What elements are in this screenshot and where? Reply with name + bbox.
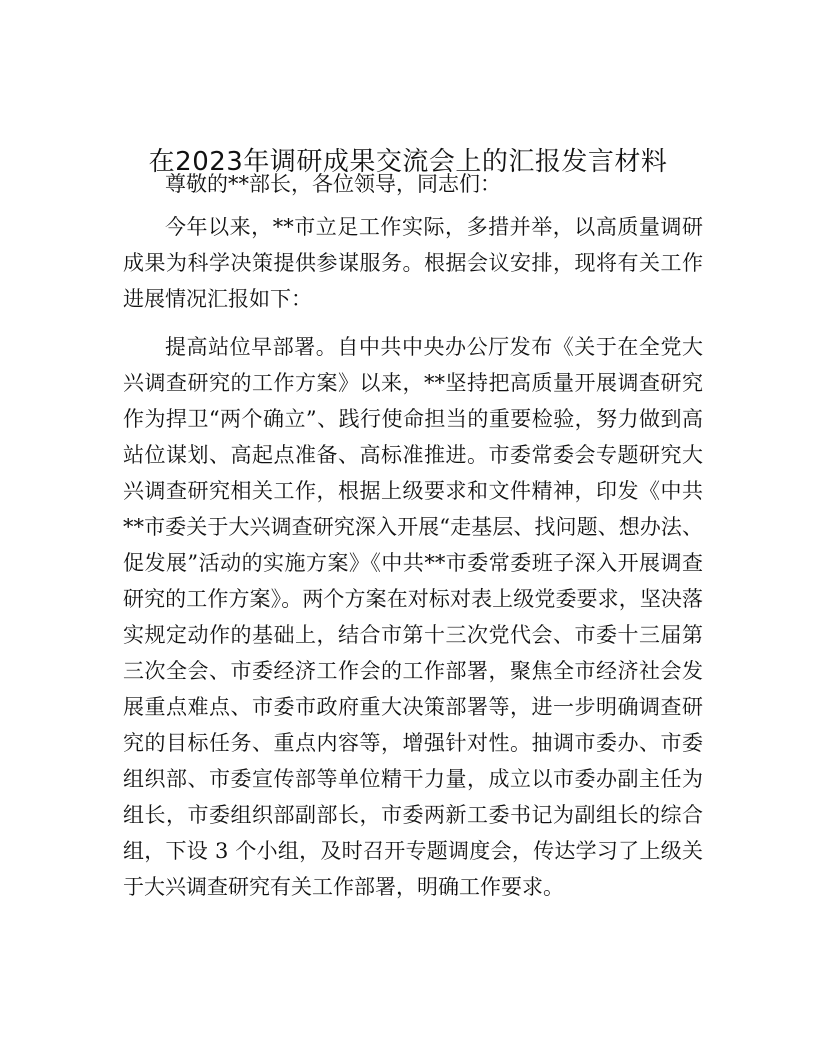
- document-body: [123, 166, 703, 905]
- paragraph-intro: 今年以来，**市立足工作实际，多措并举，以高质量调研成果为科学决策提供参谋服务。根据会议安排，现将有关工作进展情况汇报如下：: [123, 215, 703, 311]
- document-title: 在2023年调研成果交流会上的汇报发言材料: [148, 147, 668, 177]
- greeting-line: 尊敬的**部长，各位领导，同志们：: [165, 172, 501, 196]
- paragraph-deployment: 提高站位早部署。自中共中央办公厅发布《关于在全党大兴调查研究的工作方案》以来，**坚持把高质量开展调查研究作为捍卫“两个确立”、践行使命担当的重要检验，努力做到高站位谋划、高起点准备、高标准推进。市委常委会专题研究大兴调查研究相关工作，根据上级要求和文件精神，印发《中共**市委关于大兴调查研究深入开展“走基层、找问题、想办法、促发展”活动的实施方案》《中共**市委常委班子深入开展调查研究的工作方案》。两个方案在对标对表上级党委要求，坚决落实规定动作的基础上，结合市第十三次党代会、市委十三届第三次全会、市委经济工作会的工作部署，聚焦全市经济社会发展重点难点、市委市政府重大决策部署等，进一步明确调查研究的目标任务、重点内容等，增强针对性。抽调市委办、市委组织部、市委宣传部等单位精干力量，成立以市委办副主任为组长，市委组织部副部长，市委两新工委书记为副组长的综合组，下设 3 个小组，及时召开专题调度会，传达学习了上级关于大兴调查研究有关工作部署，明确工作要求。: [123, 335, 703, 899]
